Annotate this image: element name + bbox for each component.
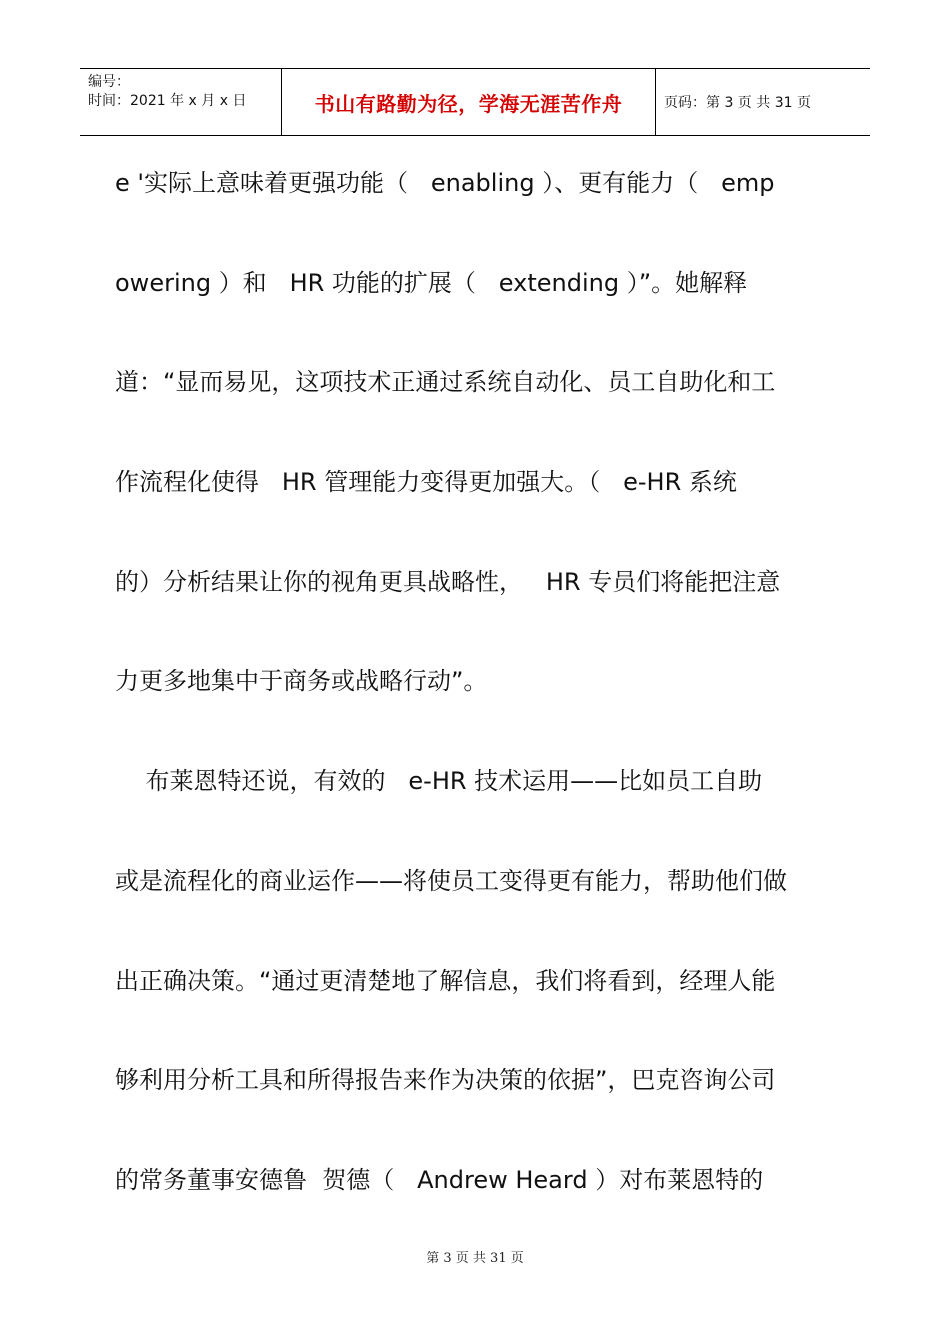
document-number-label: 编号： [88, 74, 130, 90]
body-line: e '实际上意味着更强功能（ enabling ）、更有能力（ emp [115, 169, 775, 197]
body-line: 布莱恩特还说，有效的 e-HR 技术运用——比如员工自助 [115, 767, 763, 796]
body-line: 够利用分析工具和所得报告来作为决策的依据”，巴克咨询公司 [115, 1066, 776, 1095]
header-page-cell [656, 69, 870, 135]
body-line: 的常务董事安德鲁 贺德（ Andrew Heard ）对布莱恩特的 [115, 1165, 764, 1194]
body-line: 或是流程化的商业运作——将使员工变得更有能力，帮助他们做 [115, 866, 787, 895]
document-header [80, 68, 870, 136]
body-line: 道：“显而易见，这项技术正通过系统自动化、员工自助化和工 [115, 368, 776, 397]
document-body [115, 150, 855, 1247]
document-date-label: 时间：2021 年 x 月 x 日 [88, 93, 247, 109]
header-page-info: 页码：第 3 页 共 31 页 [664, 95, 811, 111]
header-motto: 书山有路勤为径，学海无涯苦作舟 [314, 91, 623, 116]
header-meta-cell [80, 69, 282, 135]
body-line: 力更多地集中于商务或战略行动”。 [115, 667, 488, 696]
body-line: 出正确决策。“通过更清楚地了解信息，我们将看到，经理人能 [115, 966, 776, 995]
body-line: 作流程化使得 HR 管理能力变得更加强大。（ e-HR 系统 [115, 468, 737, 497]
body-line: owering ）和 HR 功能的扩展（ extending ）”。她解释 [115, 268, 748, 297]
header-motto-cell [282, 69, 656, 135]
body-line: 的）分析结果让你的视角更具战略性， HR 专员们将能把注意 [115, 567, 781, 596]
page-footer: 第 3 页 共 31 页 [426, 1251, 524, 1266]
